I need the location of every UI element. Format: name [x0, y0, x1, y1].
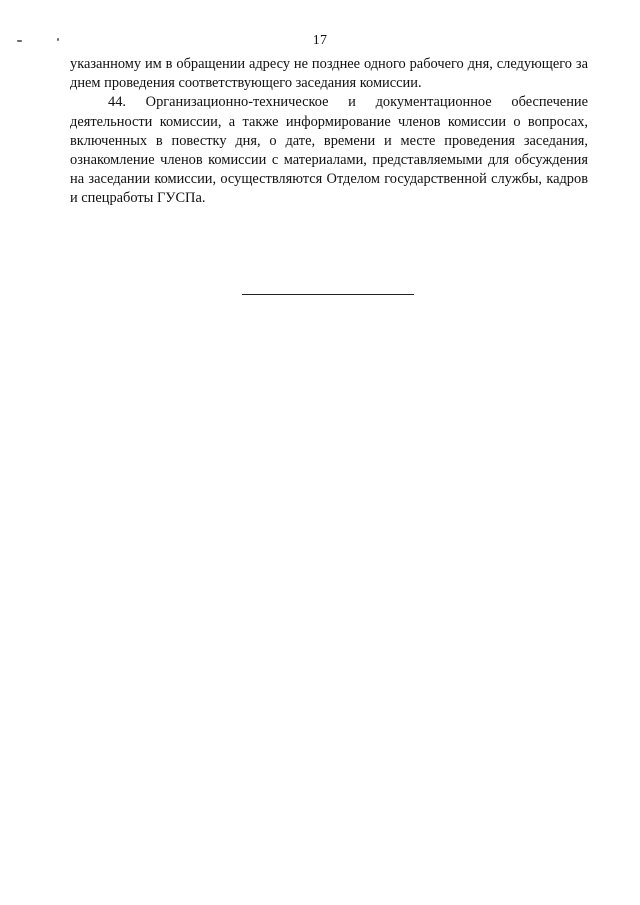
document-body: [70, 55, 588, 209]
page-number: 17: [312, 33, 328, 48]
end-separator-line: [242, 294, 414, 295]
paragraph-continuation: указанному им в обращении адресу не позднее одного рабочего дня, следующего за днем проведения соответствующего заседания комиссии.: [70, 56, 588, 92]
paragraph-44: 44. Организационно-техническое и документационное обеспечение деятельности комиссии, а также информирование членов комиссии о вопросах, включенных в повестку дня, о дате, времени и месте проведения заседания, ознакомление членов комиссии с материалами, представляемыми для обсуждения на заседании комиссии, осуществляются Отделом государственной службы, кадров и спецработы ГУСПа.: [70, 94, 588, 207]
